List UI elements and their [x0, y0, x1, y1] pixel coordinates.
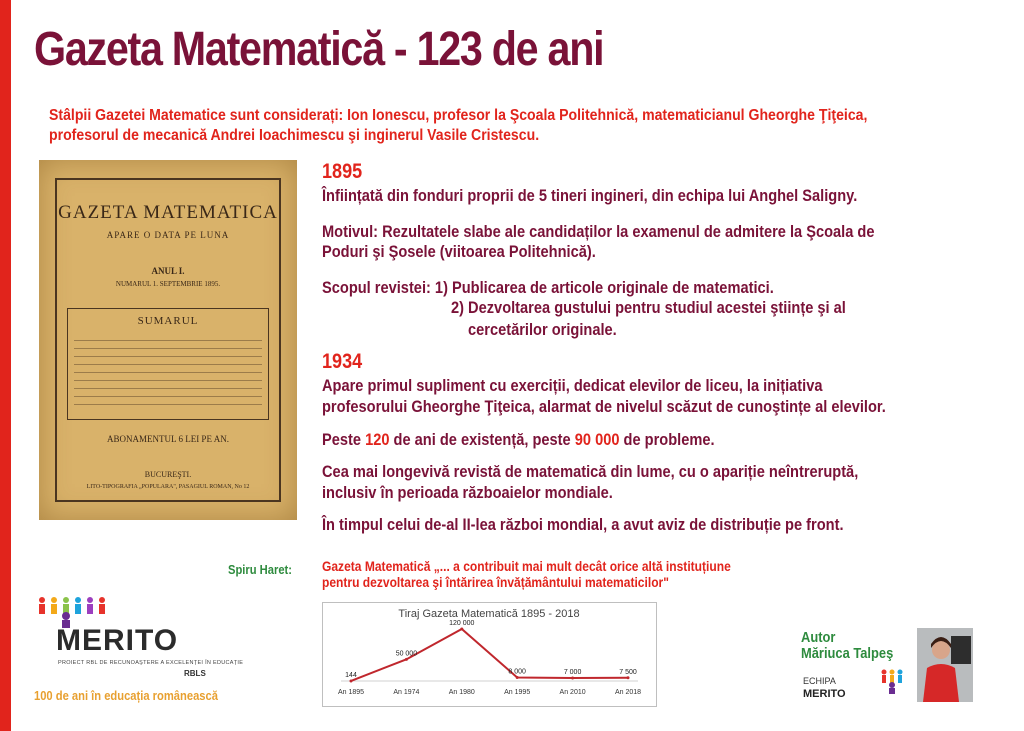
chart-series-line [351, 629, 628, 681]
team-figures-icon [880, 668, 910, 694]
cover-subscription: ABONAMENTUL 6 LEI PE AN. [107, 434, 229, 444]
author-label: Autor [801, 629, 836, 646]
chart-title: Tiraj Gazeta Matematică 1895 - 2018 [398, 608, 580, 620]
chart-point [516, 676, 519, 679]
cover-printer: LITO-TIPOGRAFIA „POPULARA", PASAGIUL ROMAN, No 12 [86, 484, 250, 490]
chart-data-label: 50 000 [395, 650, 418, 658]
cover-year: ANUL I. [151, 266, 185, 276]
para-scope-1: Scopul revistei: 1) Publicarea de articole originale de matematici. [322, 278, 774, 297]
quote-line-1: Gazeta Matematică „... a contribuit mai mult decât orice altă instituțiune [322, 558, 731, 574]
chart-canvas [323, 603, 656, 706]
chart-data-label: 144 [345, 671, 357, 679]
logo-rbls: RBLS [184, 669, 206, 678]
chart-point [460, 628, 463, 631]
para-stats [322, 430, 715, 450]
cover-summary-lines [74, 333, 262, 412]
circulation-chart [322, 602, 657, 707]
cover-city: BUCUREŞTI. [144, 470, 192, 479]
chart-point [350, 679, 353, 682]
year-1895: 1895 [322, 160, 363, 183]
chart-tick-label: An 2018 [614, 689, 642, 696]
cover-summary-box [67, 308, 269, 420]
stats-problems: 90 000 [574, 430, 620, 449]
para-supplement-1: Apare primul supliment cu exerciții, dedicat elevilor de liceu, la inițiativa [322, 376, 823, 395]
para-supplement-2: profesorului Gheorghe Ţiţeica, alarmat de nivelul scăzut de cunoştințe al elevilor. [322, 397, 886, 416]
intro-text: Stâlpii Gazetei Matematice sunt considerați: Ion Ionescu, profesor la Şcoala Politehnică, matematicianul Gheorghe Ţiţeica, profesorul de mecanică Andrei Ioachimescu şi inginerul Vasile Cristescu. [49, 107, 868, 144]
logo-tagline: 100 de ani în educația românească [34, 688, 218, 703]
para-scope-3: cercetărilor originale. [468, 320, 617, 339]
quote-text [322, 558, 731, 590]
para-war: În timpul celui de-al II-lea război mondial, a avut aviz de distribuție pe front. [322, 515, 844, 534]
stats-mid: de ani de existență, peste [389, 430, 575, 449]
para-founded: Înființată din fonduri proprii de 5 tineri ingineri, din echipa lui Anghel Saligny. [322, 186, 858, 205]
chart-point [405, 658, 408, 661]
team-label: ECHIPA [803, 676, 836, 686]
chart-data-label: 7 000 [563, 668, 582, 676]
para-longevity-1: Cea mai longevivă revistă de matematică din lume, cu o apariție neîntreruptă, [322, 462, 859, 481]
stats-years: 120 [365, 430, 390, 449]
stats-post: de probleme. [619, 430, 715, 449]
cover-summary-title: SUMARUL [137, 315, 199, 327]
logo-subtitle: PROIECT RBL DE RECUNOAŞTERE A EXCELENȚEI ÎN EDUCAȚIE [58, 660, 244, 666]
author-name: Măriuca Talpeş [801, 645, 894, 662]
chart-data-label: 120 000 [449, 620, 475, 627]
page-title: Gazeta Matematică - 123 de ani [34, 23, 604, 76]
chart-data-label: 8 000 [508, 668, 526, 676]
team-name: MERITO [803, 688, 846, 700]
chart-tick-label: An 1995 [504, 689, 531, 696]
cover-frame [55, 178, 281, 502]
chart-tick-label: An 1895 [337, 689, 365, 696]
side-accent-bar [0, 0, 11, 731]
cover-subtitle: APARE O DATA PE LUNA [106, 230, 230, 240]
merito-people-logo-icon [36, 594, 146, 628]
para-motive-2: Poduri şi Şosele (viitoarea Politehnică). [322, 242, 596, 261]
stats-pre: Peste [322, 430, 366, 449]
para-scope-2: 2) Dezvoltarea gustului pentru studiul acestei ştiințe şi al [451, 298, 846, 317]
cover-title: GAZETA MATEMATICA [58, 202, 278, 223]
author-photo [917, 628, 973, 702]
chart-point [627, 676, 630, 679]
quote-line-2: pentru dezvoltarea şi întărirea învățământului matematicilor" [322, 574, 669, 590]
year-1934: 1934 [322, 350, 363, 373]
chart-tick-label: An 1974 [393, 689, 420, 696]
chart-tick-label: An 2010 [559, 689, 586, 696]
chart-tick-label: An 1980 [448, 689, 475, 696]
para-motive-1: Motivul: Rezultatele slabe ale candidaților la examenul de admitere la Şcoala de [322, 222, 875, 241]
magazine-cover-image [39, 160, 297, 520]
chart-point [571, 676, 574, 679]
quote-author: Spiru Haret: [228, 562, 292, 577]
cover-date: NUMARUL 1. SEPTEMBRIE 1895. [115, 280, 221, 288]
para-longevity-2: inclusiv în perioada războaielor mondiale. [322, 483, 613, 502]
logo-name: MERITO [56, 624, 179, 657]
chart-data-label: 7 500 [619, 668, 637, 676]
